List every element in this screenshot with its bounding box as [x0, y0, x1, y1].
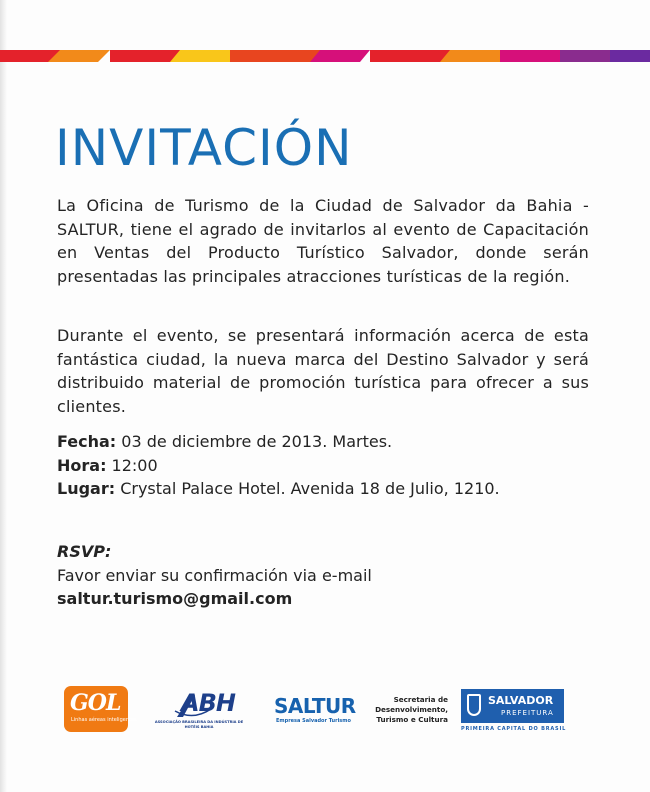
secretaria-line-3: Turismo e Cultura: [376, 715, 448, 724]
abh-logo-mark: ABH: [181, 689, 235, 717]
saltur-logo-mark: SALTUR: [274, 694, 356, 718]
secretaria-line-2: Desenvolvimento,: [375, 705, 448, 714]
salvador-logo-name: SALVADOR: [488, 694, 554, 707]
venue-label: Lugar:: [57, 479, 116, 498]
secretaria-line-1: Secretaria de: [393, 695, 448, 704]
date-row: [57, 430, 500, 454]
event-description-paragraph: Durante el evento, se presentará información acerca de esta fantástica ciudad, la nueva marca del Destino Salvador y será distribuido material de promoción turística para ofrecer a sus clientes.: [57, 326, 589, 416]
rsvp-instruction: Favor enviar su confirmación via e-mail: [57, 565, 372, 585]
date-label: Fecha:: [57, 432, 117, 451]
intro-paragraph: La Oficina de Turismo de la Ciudad de Salvador da Bahia - SALTUR, tiene el agrado de invitarlos al evento de Capacitación en Ventas del Producto Turístico Salvador, donde serán presentadas las principales atracciones turísticas de la región.: [57, 196, 589, 286]
time-value: 12:00: [106, 455, 158, 475]
saltur-logo-subtitle: Empresa Salvador Turismo: [276, 718, 351, 724]
salvador-prefeitura-logo: [461, 689, 567, 735]
invitation-title: INVITACIÓN: [55, 119, 353, 177]
saltur-logo: [274, 694, 356, 730]
time-row: [57, 454, 500, 478]
abh-logo-subtitle: ASSOCIAÇÃO BRASILEIRA DA INDÚSTRIA DE HOTÉIS BAHIA: [154, 720, 244, 729]
rsvp-section: [57, 540, 372, 611]
venue-row: [57, 477, 500, 501]
crest-icon: [467, 694, 481, 716]
secretaria-logo: [366, 695, 448, 735]
venue-value: Crystal Palace Hotel. Avenida 18 de Julio, 1210.: [115, 479, 500, 498]
salvador-logo-sub: PREFEITURA: [501, 709, 554, 717]
salvador-logo-caption: PRIMEIRA CAPITAL DO BRASIL: [461, 726, 567, 732]
rsvp-email-link[interactable]: saltur.turismo@gmail.com: [57, 589, 293, 608]
time-label: Hora:: [57, 455, 107, 475]
decorative-color-band: [0, 50, 650, 62]
date-value: 03 de diciembre de 2013. Martes.: [116, 432, 393, 451]
page-edge-shadow: [0, 0, 7, 792]
gol-logo-tagline: Linhas aéreas inteligentes: [71, 717, 137, 723]
gol-logo: [64, 686, 137, 732]
rsvp-heading: RSVP:: [57, 542, 112, 561]
gol-logo-mark: GOL: [70, 690, 121, 716]
salvador-logo-box: [461, 689, 564, 723]
event-details: [57, 430, 500, 501]
abh-logo: [151, 689, 247, 734]
